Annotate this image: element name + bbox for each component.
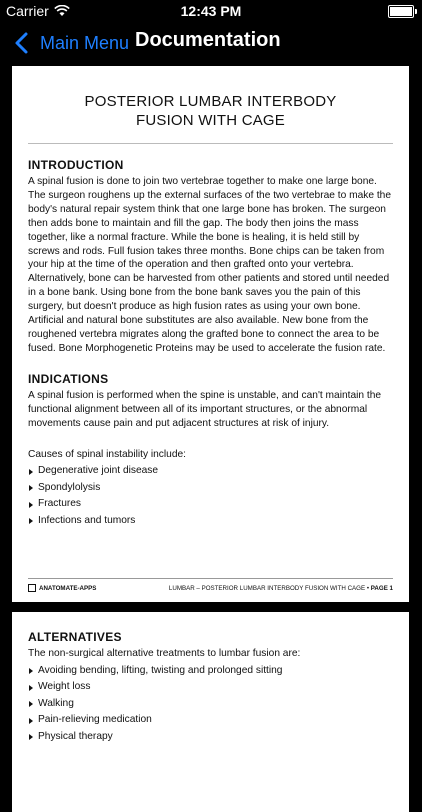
bullet-triangle-icon [29,718,33,724]
title-divider [28,143,393,144]
list-item: Fractures [28,496,393,513]
bullet-triangle-icon [29,668,33,674]
list-item: Walking [28,696,393,713]
introduction-section [28,158,393,356]
document-scroll-view[interactable] [0,66,422,750]
causes-intro: Causes of spinal instability include: [28,448,186,460]
list-item: Spondylolysis [28,480,393,497]
battery-icon [388,5,414,18]
document-title-line-1: POSTERIOR LUMBAR INTERBODY [84,93,337,110]
footer-brand: ANATOMATE-APPS [28,584,96,592]
back-button[interactable] [10,31,129,55]
causes-list [28,463,393,529]
list-item: Pain-relieving medication [28,712,393,729]
nav-title: Documentation [135,29,281,51]
bullet-triangle-icon [29,518,33,524]
bullet-triangle-icon [29,502,33,508]
document-page-1 [12,66,409,602]
chevron-left-icon [10,31,34,55]
list-item: Avoiding bending, lifting, twisting and prolonged sitting [28,663,393,680]
list-item: Physical therapy [28,729,393,746]
document-page-2 [12,612,409,812]
indications-text: A spinal fusion is performed when the spine is unstable, and can't maintain the functional alignment between all of its important structures, or the abnormal movements cause pain and put adjacent structures at risk of injury. [28,389,382,429]
alternatives-list [28,663,393,746]
clock: 12:43 PM [180,3,242,19]
page-footer [28,578,393,594]
back-button-label: Main Menu [40,32,130,53]
brand-logo-icon [28,584,36,592]
bullet-triangle-icon [29,734,33,740]
indications-heading: INDICATIONS [28,371,109,386]
footer-page-info: LUMBAR – POSTERIOR LUMBAR INTERBODY FUSION WITH CAGE • PAGE 1 [168,584,393,592]
footer-page-number: PAGE 1 [370,584,393,592]
alternatives-section [28,630,393,745]
bullet-triangle-icon [29,485,33,491]
status-bar [0,0,422,22]
alternatives-text: The non-surgical alternative treatments to lumbar fusion are: [28,648,301,659]
list-item: Infections and tumors [28,513,393,530]
bullet-triangle-icon [29,701,33,707]
bullet-triangle-icon [29,685,33,691]
bullet-triangle-icon [29,469,33,475]
indications-section [28,372,393,530]
introduction-heading: INTRODUCTION [28,158,124,172]
carrier-label: Carrier [6,3,49,19]
document-title [12,92,409,130]
document-title-line-2: FUSION WITH CAGE [135,112,286,129]
alternatives-heading: ALTERNATIVES [28,630,122,644]
list-item: Weight loss [28,679,393,696]
introduction-text: A spinal fusion is done to join two vertebrae together to make one large bone. The surgeon roughens up the external surfaces of the two vertebrae to make the body's natural repair system think that one large bone has broken. The surgeon then adds bone to maintain and fill the gap. The body then joins the mass together, like a normal fracture. While the bone is healing, it is held still by screws and rods. Full fusion takes three months. Bone chips can be taken from your hip at the time of the operation and then grafted onto your vertebra. Alternatively, bone can be harvested from other patients and stored until needed in a bone bank. Using bone from the bone bank saves you the pain of this surgery, but doesn't produce as high fusion rates as using your own bone. Artificial and natural bone substitutes are also available. New bone from the roughened vertebra migrates along the grafted bone to connect the area to be fused. Bone Morphogenetic Proteins may be used to accelerate the fusion rate. [28,176,392,354]
list-item: Degenerative joint disease [28,463,393,480]
navigation-bar [0,22,422,66]
